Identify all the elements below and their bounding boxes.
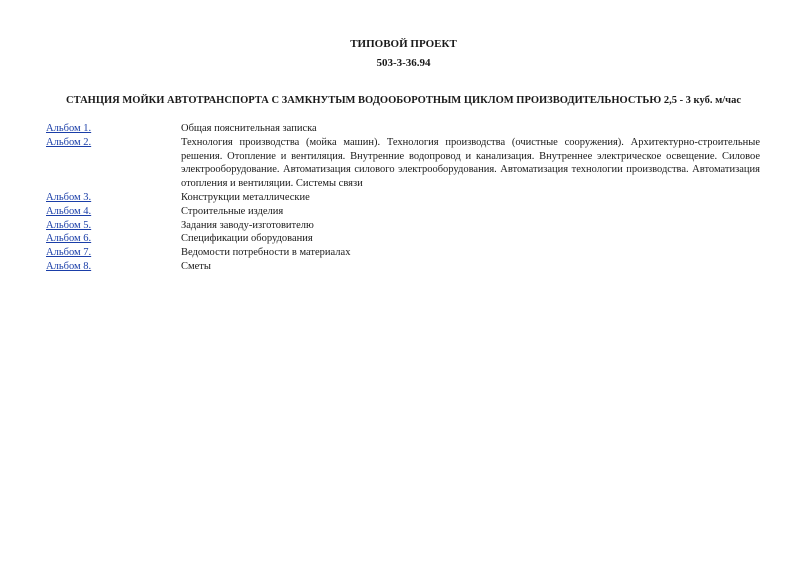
- album-7-link[interactable]: Альбом 7.: [46, 247, 92, 259]
- album-2-description: Технология производства (мойка машин). Технология производства (очистные сооружения). Архитектурно-строительные решения. Отопление и вентиляция. Внутренние водопровод и канализация. Внутреннее электрическое освещение. Силовое электрооборудование. Автоматизация силового электрооборудования. Автоматизация технологии производства. Автоматизация отопления и вентиляции. Системы связи: [181, 136, 760, 190]
- project-code: 503-3-36.94: [376, 57, 431, 69]
- project-title: СТАНЦИЯ МОЙКИ АВТОТРАНСПОРТА С ЗАМКНУТЫМ ВОДООБОРОТНЫМ ЦИКЛОМ ПРОИЗВОДИТЕЛЬНОСТЬЮ 2,5 - 3 куб. м/час: [66, 95, 741, 106]
- album-4-description: Строительные изделия: [181, 205, 284, 217]
- album-6-link[interactable]: Альбом 6.: [46, 233, 92, 245]
- document-type-heading: ТИПОВОЙ ПРОЕКТ: [350, 38, 457, 50]
- album-8-link[interactable]: Альбом 8.: [46, 260, 92, 272]
- album-row: [46, 136, 760, 191]
- album-7-description: Ведомости потребности в материалах: [181, 247, 351, 259]
- album-1-link[interactable]: Альбом 1.: [46, 123, 92, 134]
- album-row: [46, 122, 760, 136]
- album-row: [46, 205, 760, 219]
- album-row: [46, 246, 760, 260]
- album-row: [46, 260, 760, 274]
- album-list: [46, 122, 760, 274]
- album-3-description: Конструкции металлические: [181, 191, 310, 203]
- album-4-link[interactable]: Альбом 4.: [46, 205, 92, 217]
- album-row: [46, 232, 760, 246]
- album-2-link[interactable]: Альбом 2.: [46, 136, 92, 148]
- album-5-description: Задания заводу-изготовителю: [181, 219, 314, 231]
- album-8-description: Сметы: [181, 260, 211, 272]
- album-5-link[interactable]: Альбом 5.: [46, 219, 92, 231]
- album-1-description: Общая пояснительная записка: [181, 123, 317, 134]
- album-row: [46, 191, 760, 205]
- album-row: [46, 219, 760, 233]
- album-6-description: Спецификации оборудования: [181, 233, 313, 245]
- album-3-link[interactable]: Альбом 3.: [46, 191, 92, 203]
